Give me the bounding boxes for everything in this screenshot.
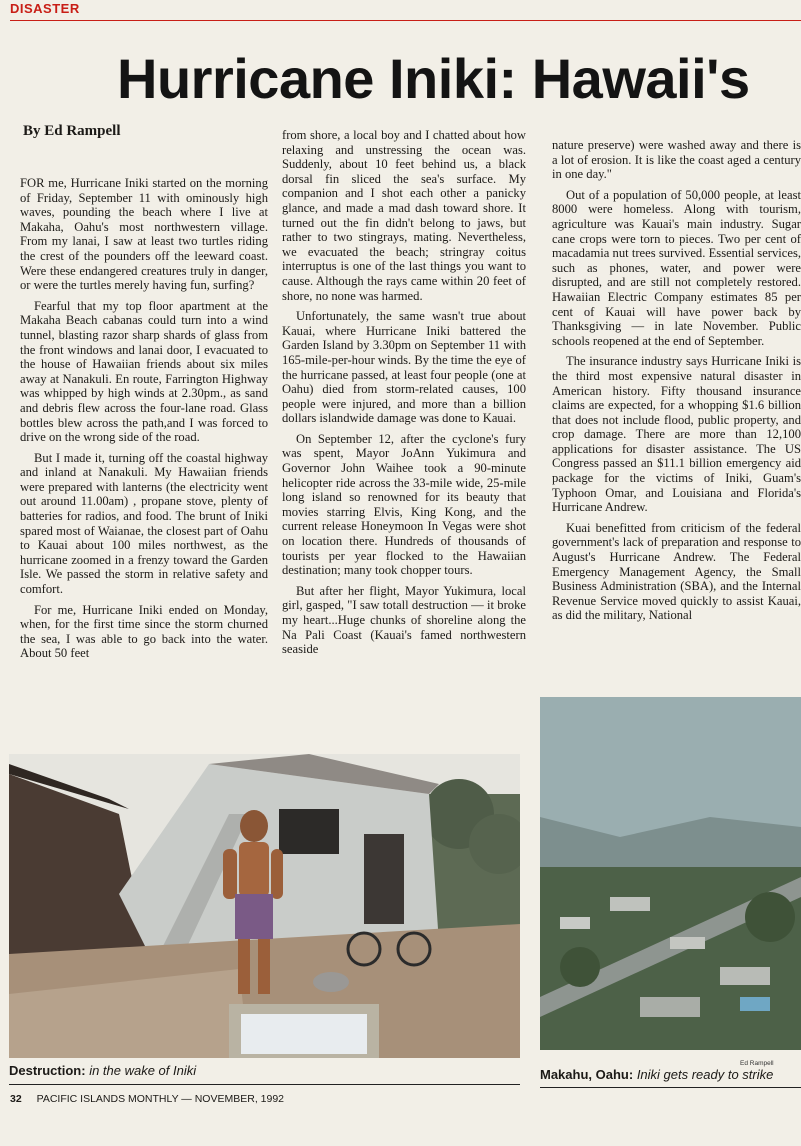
page-footer <box>10 1093 284 1105</box>
caption-text: Iniki gets ready to strike <box>636 1067 774 1082</box>
paragraph: The insurance industry says Hurricane Iniki is the third most expensive natural disaster in American history. Fifty thousand insurance claims are expected, for a whopping $1.6 billion that does not include flood, public property, and crop damage. There are more than 12,100 applications for disaster assistance. The US Congress passed an $11.1 billion emergency aid package for the victims of Iniki, Guam's Typhoon Omar, and Louisiana and Florida's Hurricane Andrew. <box>552 354 801 515</box>
caption-text: in the wake of Iniki <box>89 1063 197 1078</box>
paragraph: Fearful that my top floor apartment at the Makaha Beach cabanas could turn into a wind tunnel, blasting razor sharp shards of glass from the front windows and lanai door, I evacuated to the house of Hawaiian friends about six miles away at Nanakuli. En route, Farrington Highway was whipped by high winds at 2.30pm., as sand and debris flew across the four-lane road. Glass bottles blew across the path,and I was forced to drive on the wrong side of the road. <box>20 298 268 445</box>
caption-lead: Destruction: <box>9 1063 86 1078</box>
caption-makaha <box>540 1067 773 1082</box>
byline: By Ed Rampell <box>23 123 121 139</box>
photo-destruction <box>9 754 520 1058</box>
page-number: 32 <box>10 1093 22 1105</box>
section-rule <box>10 20 801 21</box>
paragraph: from shore, a local boy and I chatted about how relaxing and unstressing the ocean was. Suddenly, about 10 feet behind us, a black dorsal fin sliced the sea's surface. My companion and I shot each other a panicky glance, and made a mad dash toward shore. It turned out the fin didn't belong to jaws, but rather to two stingrays, mating. Nevertheless, we evacuated the beach; stringray coitus interruptus is one of the last things you want to cause. Although the rays came within 20 feet of shore, no none was harmed. <box>282 128 526 303</box>
section-tag: DISASTER <box>10 1 80 16</box>
photo-credit: Ed Rampell <box>740 1060 774 1067</box>
caption-rule <box>540 1087 801 1088</box>
paragraph: FOR me, Hurricane Iniki started on the morning of Friday, September 11 with ominously high waves, pounding the beach where I live at Makaha, Oahu's most northwestern village. From my lanai, I saw at least two turtles riding the crest of the pounders off the leeward coast. Were these endangered creatures truly in danger, or were the turtles merely having fun, surfing? <box>20 176 268 293</box>
paragraph: Out of a population of 50,000 people, at least 8000 were homeless. Along with tourism, agriculture was Kauai's main industry. Sugar cane crops were torn to pieces. Two per cent of macadamia nut trees survived. Essential services, such as phones, water, and power were disrupted, and are still not completely restored. Hawaiian Electric Company estimates 85 per cent of Kauai will have power back by Thanksgiving — in late November. Public schools reopened at the end of September. <box>552 187 801 348</box>
publication-line: PACIFIC ISLANDS MONTHLY — NOVEMBER, 1992 <box>36 1093 285 1105</box>
paragraph: Unfortunately, the same wasn't true about Kauai, where Hurricane Iniki battered the Garden Island by 3.30pm on September 11 with 165-mile-per-hour winds. By the time the eye of the hurricane passed, at least four people (one at Oahu) died from storm-related causes, 100 people were injured, and more than a billion dollars islandwide damage was done to Kauai. <box>282 309 526 426</box>
paragraph: But after her flight, Mayor Yukimura, local girl, gasped, "I saw totall destruction — it broke my heart...Huge chunks of shoreline along the Na Pali Coast (Kauai's famed northwestern seaside <box>282 583 526 657</box>
paragraph: nature preserve) were washed away and there is a lot of erosion. It is like the coast aged a century in one day." <box>552 138 801 182</box>
paragraph: But I made it, turning off the coastal highway and inland at Nanakuli. My Hawaiian friends were prepared with lanterns (the electricity went out around 11.00am) , propane stove, plenty of batteries for radios, and food. The brunt of Iniki spared most of Waianae, the closest part of Oahu to Kauai about 100 miles northwest, as the hurricane zoomed in a frenzy toward the Garden Isle. We passed the storm in relative safety and comfort. <box>20 450 268 597</box>
article-column-1 <box>20 176 268 744</box>
caption-destruction <box>9 1063 196 1078</box>
caption-lead: Makahu, Oahu: <box>540 1067 634 1082</box>
headline: Hurricane Iniki: Hawaii's <box>117 47 750 110</box>
caption-rule <box>9 1084 520 1085</box>
paragraph: For me, Hurricane Iniki ended on Monday, when, for the first time since the storm churned the sea, I was able to go back into the water. About 50 feet <box>20 602 268 661</box>
photo-makaha <box>540 697 801 1050</box>
article-column-3 <box>552 138 801 694</box>
article-column-2 <box>282 128 526 744</box>
paragraph: Kuai benefitted from criticism of the federal government's lack of preparation and response to August's Hurricane Andrew. The Federal Emergency Management Agency, the Small Business Administration (SBA), and the Internal Revenue Service moved quickly to assist Kauai, as did the military, National <box>552 520 801 623</box>
paragraph: On September 12, after the cyclone's fury was spent, Mayor JoAnn Yukimura and Governor John Waihee took a 90-minute helicopter ride across the 33-mile wide, 25-mile long island so renowned for its beauty that movies starring Elvis, King Kong, and the current release Honeymoon In Vegas were shot on location there. Hundreds of thousands of tourists per year flocked to the Hawaiian destination; many took chopper tours. <box>282 431 526 578</box>
